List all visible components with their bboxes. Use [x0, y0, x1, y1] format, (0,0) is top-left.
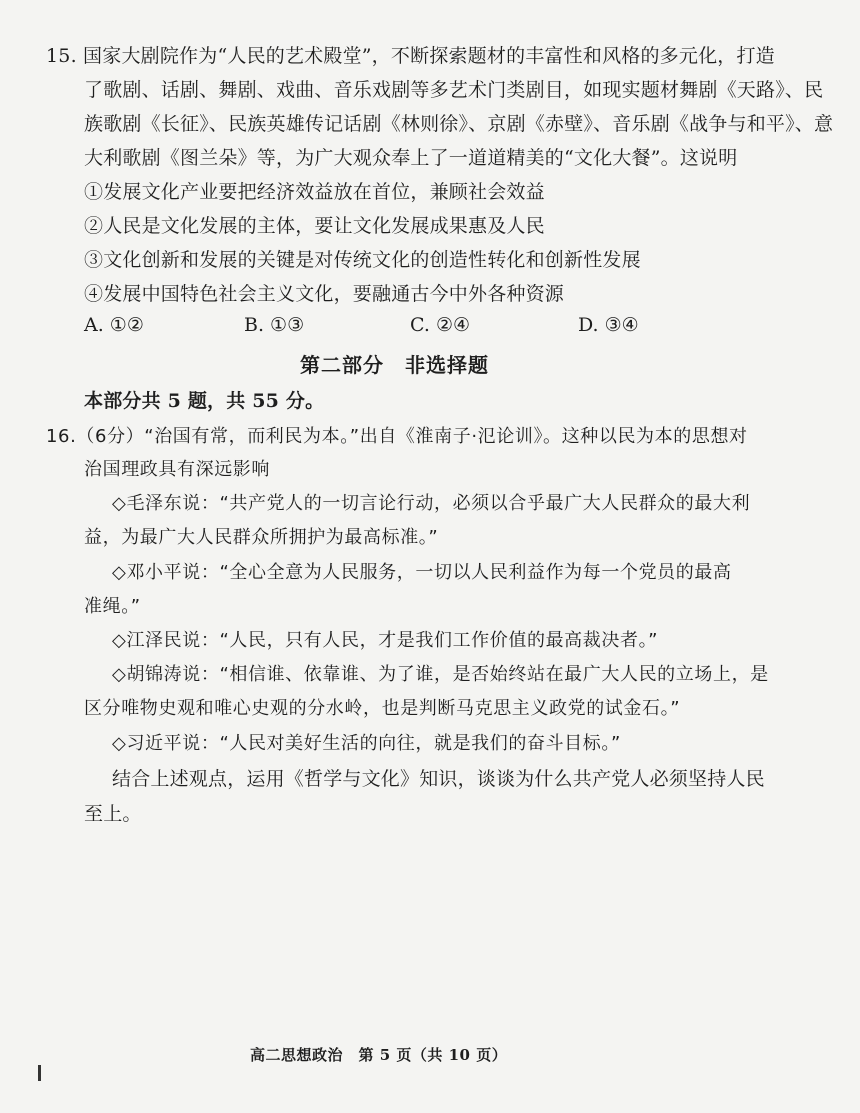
q16-quote-mao-2: 益，为最广大人民群众所拥护为最高标准。” [84, 527, 439, 548]
choice-d: D. ③④ [578, 314, 639, 336]
choice-c: C. ②④ [410, 314, 471, 336]
q16-stem-line-2: 治国理政具有深远影响 [84, 459, 270, 480]
q16-quote-deng-1: ◇邓小平说：“全心全意为人民服务，一切以人民利益作为每一个党员的最高 [112, 562, 732, 583]
section-title: 第二部分 非选择题 [300, 353, 489, 377]
q16-task-line-1: 结合上述观点，运用《哲学与文化》知识，谈谈为什么共产党人必须坚持人民 [112, 768, 765, 790]
q15-statement-1: ①发展文化产业要把经济效益放在首位，兼顾社会效益 [84, 181, 545, 203]
q16-stem-line-1: 16.（6分）“治国有常，而利民为本。”出自《淮南子·氾论训》。这种以民为本的思想对 [46, 426, 748, 447]
q16-quote-jiang: ◇江泽民说：“人民，只有人民，才是我们工作价值的最高裁决者。” [112, 630, 659, 651]
q16-quote-deng-2: 准绳。” [84, 596, 141, 617]
q15-stem-line-3: 族歌剧《长征》、民族英雄传记话剧《林则徐》、京剧《赤壁》、音乐剧《战争与和平》、意 [84, 113, 834, 135]
q15-stem-line-2: 了歌剧、话剧、舞剧、戏曲、音乐戏剧等多艺术门类剧目，如现实题材舞剧《天路》、民 [84, 79, 824, 101]
q15-choices [84, 314, 784, 342]
choice-b: B. ①③ [244, 314, 305, 336]
q16-task-line-2: 至上。 [84, 803, 142, 825]
page-footer: 高二思想政治 第 5 页（共 10 页） [250, 1046, 508, 1064]
section-intro: 本部分共 5 题，共 55 分。 [84, 390, 325, 412]
corner-mark [38, 1065, 41, 1081]
q15-statement-4: ④发展中国特色社会主义文化，要融通古今中外各种资源 [84, 283, 565, 305]
q16-quote-xi: ◇习近平说：“人民对美好生活的向往，就是我们的奋斗目标。” [112, 733, 621, 754]
q16-quote-hu-2: 区分唯物史观和唯心史观的分水岭，也是判断马克思主义政党的试金石。” [84, 698, 681, 719]
q16-quote-mao-1: ◇毛泽东说：“共产党人的一切言论行动，必须以合乎最广大人民群众的最大利 [112, 493, 751, 514]
q15-statement-2: ②人民是文化发展的主体，要让文化发展成果惠及人民 [84, 215, 545, 237]
q15-stem-line-1: 15. 国家大剧院作为“人民的艺术殿堂”，不断探索题材的丰富性和风格的多元化，打造 [46, 45, 775, 67]
q15-statement-3: ③文化创新和发展的关键是对传统文化的创造性转化和创新性发展 [84, 249, 641, 271]
q16-quote-hu-1: ◇胡锦涛说：“相信谁、依靠谁、为了谁，是否始终站在最广大人民的立场上，是 [112, 664, 769, 685]
choice-a: A. ①② [84, 314, 144, 336]
q15-stem-line-4: 大利歌剧《图兰朵》等，为广大观众奉上了一道道精美的“文化大餐”。这说明 [84, 147, 738, 169]
